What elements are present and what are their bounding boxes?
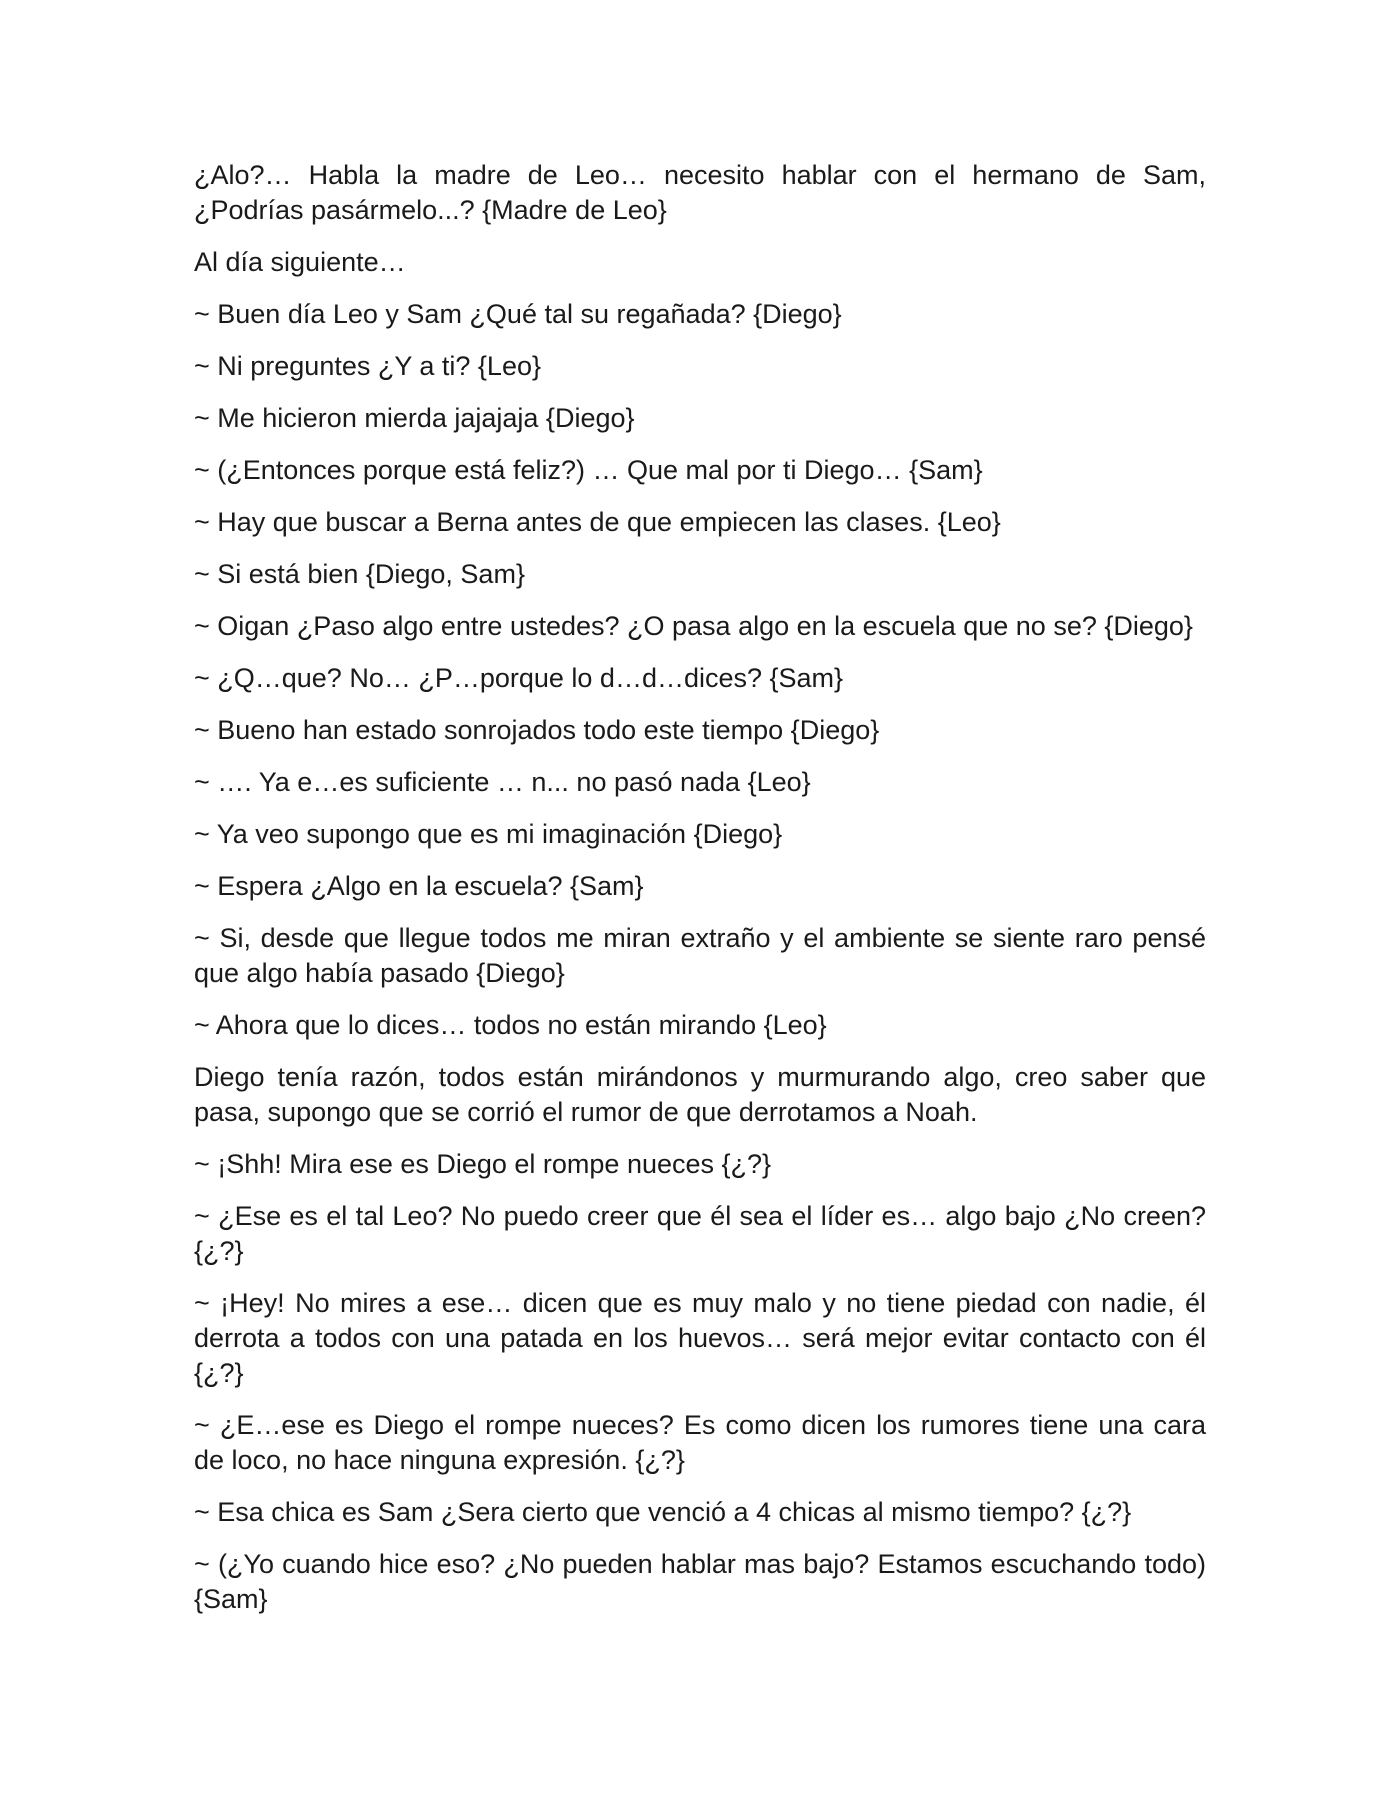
paragraph: ~ Oigan ¿Paso algo entre ustedes? ¿O pasa algo en la escuela que no se? {Diego} (194, 611, 1193, 641)
paragraph: ~ ¡Hey! No mires a ese… dicen que es muy malo y no tiene piedad con nadie, él derrota a todos con una patada en los huevos… será mejor evitar contacto con él {¿?} (194, 1288, 1206, 1388)
paragraph: ~ Ahora que lo dices… todos no están mirando {Leo} (194, 1010, 827, 1040)
paragraph: Diego tenía razón, todos están mirándonos y murmurando algo, creo saber que pasa, supongo que se corrió el rumor de que derrotamos a Noah. (194, 1062, 1206, 1127)
paragraph: ~ Buen día Leo y Sam ¿Qué tal su regañada? {Diego} (194, 299, 842, 329)
paragraph: ~ Me hicieron mierda jajajaja {Diego} (194, 403, 635, 433)
paragraph: ~ ¡Shh! Mira ese es Diego el rompe nueces {¿?} (194, 1149, 772, 1179)
paragraph: ¿Alo?… Habla la madre de Leo… necesito hablar con el hermano de Sam, ¿Podrías pasármelo...? {Madre de Leo} (194, 160, 1206, 225)
paragraph: ~ Ya veo supongo que es mi imaginación {Diego} (194, 819, 783, 849)
document-page (194, 158, 1206, 1634)
paragraph: ~ Hay que buscar a Berna antes de que empiecen las clases. {Leo} (194, 507, 1001, 537)
paragraph: ~ Bueno han estado sonrojados todo este tiempo {Diego} (194, 715, 880, 745)
paragraph: ~ Si está bien {Diego, Sam} (194, 559, 525, 589)
paragraph: ~ …. Ya e…es suficiente … n... no pasó nada {Leo} (194, 767, 811, 797)
paragraph: ~ (¿Yo cuando hice eso? ¿No pueden hablar mas bajo? Estamos escuchando todo) {Sam} (194, 1549, 1206, 1614)
paragraph: ~ Ni preguntes ¿Y a ti? {Leo} (194, 351, 541, 381)
paragraph: ~ Esa chica es Sam ¿Sera cierto que venció a 4 chicas al mismo tiempo? {¿?} (194, 1497, 1132, 1527)
paragraph: Al día siguiente… (194, 247, 406, 277)
paragraph: ~ Si, desde que llegue todos me miran extraño y el ambiente se siente raro pensé que algo había pasado {Diego} (194, 923, 1206, 988)
paragraph: ~ (¿Entonces porque está feliz?) … Que mal por ti Diego… {Sam} (194, 455, 983, 485)
paragraph: ~ ¿Ese es el tal Leo? No puedo creer que él sea el líder es… algo bajo ¿No creen? {¿?} (194, 1201, 1206, 1266)
paragraph: ~ Espera ¿Algo en la escuela? {Sam} (194, 871, 644, 901)
paragraph: ~ ¿Q…que? No… ¿P…porque lo d…d…dices? {Sam} (194, 663, 844, 693)
paragraph: ~ ¿E…ese es Diego el rompe nueces? Es como dicen los rumores tiene una cara de loco, no hace ninguna expresión. {¿?} (194, 1410, 1206, 1475)
